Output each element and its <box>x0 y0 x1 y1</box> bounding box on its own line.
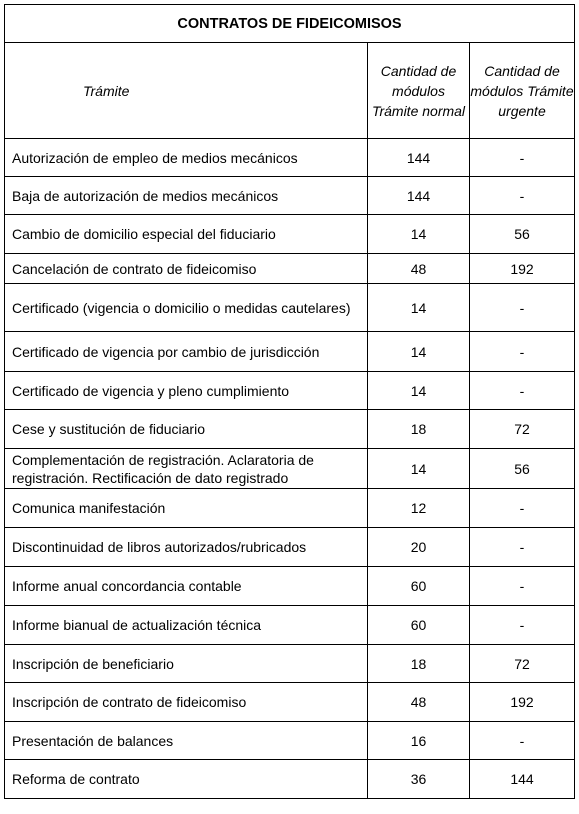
table-row <box>5 215 575 254</box>
tramite-cell: Presentación de balances <box>5 722 368 760</box>
tramite-cell: Inscripción de contrato de fideicomiso <box>5 683 368 722</box>
table-row <box>5 567 575 606</box>
header-tramite: Trámite <box>5 43 368 139</box>
normal-cell: 48 <box>368 683 470 722</box>
tramite-cell: Certificado (vigencia o domicilio o medidas cautelares) <box>5 284 368 332</box>
normal-cell: 14 <box>368 284 470 332</box>
tramite-cell: Autorización de empleo de medios mecánicos <box>5 139 368 177</box>
fees-table <box>4 4 575 799</box>
normal-cell: 14 <box>368 332 470 372</box>
normal-cell: 60 <box>368 567 470 606</box>
table-row <box>5 332 575 372</box>
urgente-cell: - <box>470 139 575 177</box>
urgente-cell: - <box>470 489 575 528</box>
urgente-cell: - <box>470 284 575 332</box>
tramite-cell: Informe bianual de actualización técnica <box>5 606 368 645</box>
table-row <box>5 528 575 567</box>
tramite-cell: Baja de autorización de medios mecánicos <box>5 177 368 215</box>
normal-cell: 14 <box>368 372 470 410</box>
tramite-cell: Reforma de contrato <box>5 760 368 799</box>
normal-cell: 16 <box>368 722 470 760</box>
normal-cell: 18 <box>368 410 470 449</box>
normal-cell: 60 <box>368 606 470 645</box>
urgente-cell: - <box>470 606 575 645</box>
tramite-cell: Complementación de registración. Aclaratoria de registración. Rectificación de dato registrado <box>5 449 368 489</box>
normal-cell: 36 <box>368 760 470 799</box>
urgente-cell: - <box>470 528 575 567</box>
table-row <box>5 489 575 528</box>
urgente-cell: 56 <box>470 215 575 254</box>
urgente-cell: - <box>470 722 575 760</box>
table-row <box>5 606 575 645</box>
urgente-cell: - <box>470 567 575 606</box>
table-row <box>5 410 575 449</box>
table-row <box>5 645 575 683</box>
tramite-cell: Informe anual concordancia contable <box>5 567 368 606</box>
tramite-cell: Discontinuidad de libros autorizados/rubricados <box>5 528 368 567</box>
urgente-cell: 72 <box>470 410 575 449</box>
normal-cell: 20 <box>368 528 470 567</box>
tramite-cell: Certificado de vigencia y pleno cumplimiento <box>5 372 368 410</box>
urgente-cell: 192 <box>470 254 575 284</box>
header-urgente: Cantidad de módulos Trámite urgente <box>470 43 575 139</box>
normal-cell: 12 <box>368 489 470 528</box>
urgente-cell: - <box>470 332 575 372</box>
table-row <box>5 284 575 332</box>
urgente-cell: - <box>470 372 575 410</box>
table-title: CONTRATOS DE FIDEICOMISOS <box>5 5 575 43</box>
urgente-cell: 56 <box>470 449 575 489</box>
table-row <box>5 139 575 177</box>
normal-cell: 144 <box>368 177 470 215</box>
table-row <box>5 683 575 722</box>
header-normal: Cantidad de módulos Trámite normal <box>368 43 470 139</box>
table-row <box>5 372 575 410</box>
tramite-cell: Certificado de vigencia por cambio de jurisdicción <box>5 332 368 372</box>
normal-cell: 48 <box>368 254 470 284</box>
table-row <box>5 449 575 489</box>
urgente-cell: 72 <box>470 645 575 683</box>
table-row <box>5 760 575 799</box>
tramite-cell: Comunica manifestación <box>5 489 368 528</box>
table-row <box>5 254 575 284</box>
urgente-cell: 144 <box>470 760 575 799</box>
tramite-cell: Cancelación de contrato de fideicomiso <box>5 254 368 284</box>
normal-cell: 144 <box>368 139 470 177</box>
table-row <box>5 177 575 215</box>
tramite-cell: Cambio de domicilio especial del fiduciario <box>5 215 368 254</box>
table-row <box>5 722 575 760</box>
table-body <box>5 139 575 799</box>
tramite-cell: Inscripción de beneficiario <box>5 645 368 683</box>
normal-cell: 14 <box>368 215 470 254</box>
normal-cell: 18 <box>368 645 470 683</box>
normal-cell: 14 <box>368 449 470 489</box>
urgente-cell: - <box>470 177 575 215</box>
tramite-cell: Cese y sustitución de fiduciario <box>5 410 368 449</box>
urgente-cell: 192 <box>470 683 575 722</box>
